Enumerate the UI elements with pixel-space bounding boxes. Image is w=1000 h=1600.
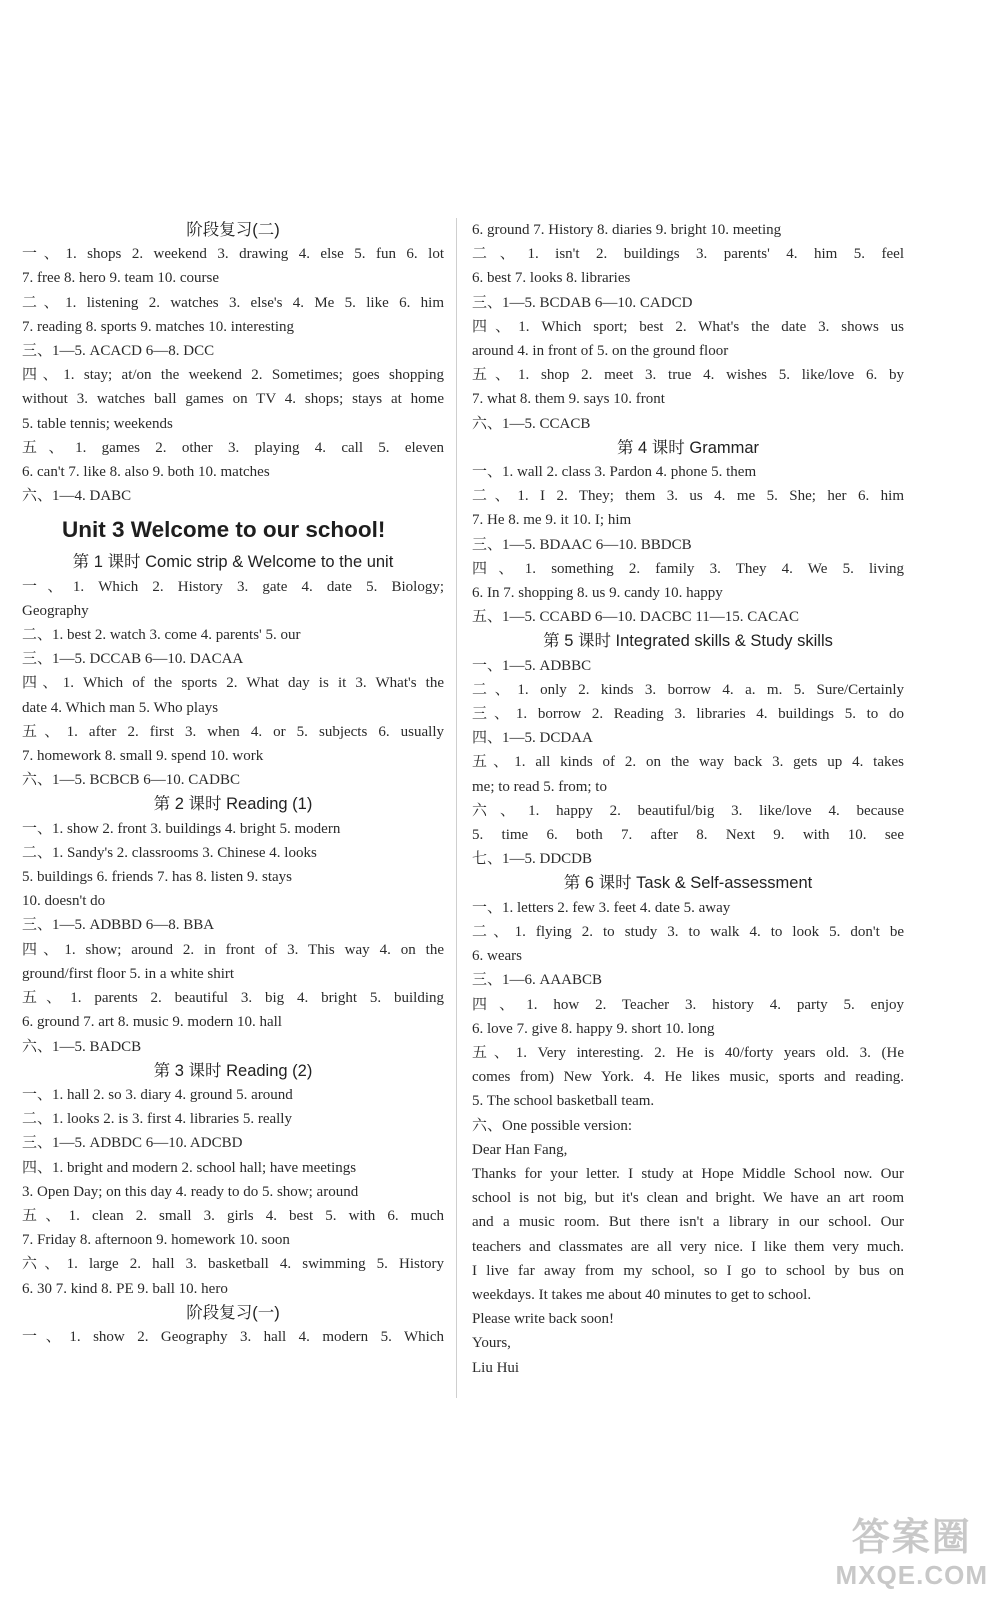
- answer-line: 二、1. only 2. kinds 3. borrow 4. a. m. 5. Sure/Certainly: [472, 681, 904, 698]
- answer-line: 7. Friday 8. afternoon 9. homework 10. soon: [22, 1232, 290, 1249]
- answer-line: 二、1. best 2. watch 3. come 4. parents' 5. our: [22, 627, 301, 644]
- answer-line: Liu Hui: [472, 1359, 520, 1376]
- section-heading: 第 3 课时 Reading (2): [153, 1061, 313, 1080]
- answer-line: 7. homework 8. small 9. spend 10. work: [22, 748, 264, 765]
- answer-line: 一、1. hall 2. so 3. diary 4. ground 5. around: [22, 1086, 293, 1103]
- section-heading: 第 5 课时 Integrated skills & Study skills: [543, 632, 833, 651]
- answer-line: school is not big, but it's clean and bright. We have an art room: [472, 1190, 904, 1207]
- answer-line: 三、1—5. BDAAC 6—10. BBDCB: [472, 536, 692, 553]
- answer-line: Thanks for your letter. I study at Hope Middle School now. Our: [472, 1165, 904, 1182]
- answer-line: 五、1—5. CCABD 6—10. DACBC 11—15. CACAC: [472, 609, 799, 626]
- answer-line: 三、1—6. AAABCB: [472, 972, 603, 989]
- answer-line: 5. table tennis; weekends: [22, 415, 173, 432]
- answer-line: 四、1. something 2. family 3. They 4. We 5. living: [472, 560, 904, 577]
- answer-line: ground/first floor 5. in a white shirt: [22, 965, 235, 982]
- answer-line: 五、1. clean 2. small 3. girls 4. best 5. with 6. much: [22, 1207, 444, 1224]
- unit-title: Unit 3 Welcome to our school!: [62, 517, 386, 543]
- answer-line: Yours,: [472, 1335, 511, 1352]
- answer-line: 二、1. isn't 2. buildings 3. parents' 4. him 5. feel: [472, 246, 904, 263]
- answer-line: 5. time 6. both 7. after 8. Next 9. with 10. see: [472, 827, 904, 844]
- answer-line: teachers and classmates are all very nice. I like them very much.: [472, 1238, 904, 1255]
- watermark: [836, 1516, 988, 1590]
- answer-line: 7. reading 8. sports 9. matches 10. interesting: [22, 318, 295, 335]
- answer-line: 三、1—5. BCDAB 6—10. CADCD: [472, 294, 693, 311]
- right-answer-column: [472, 218, 904, 1380]
- answer-line: 六、1—5. CCACB: [472, 415, 591, 432]
- answer-line: 二、1. flying 2. to study 3. to walk 4. to look 5. don't be: [472, 923, 904, 940]
- answer-line: 6. love 7. give 8. happy 9. short 10. long: [472, 1020, 715, 1037]
- answer-line: 三、1—5. DCCAB 6—10. DACAA: [22, 651, 244, 668]
- answer-line: 6. ground 7. art 8. music 9. modern 10. hall: [22, 1014, 282, 1031]
- answer-line: 五、1. all kinds of 2. on the way back 3. gets up 4. takes: [472, 754, 904, 771]
- answer-line: 六、1—5. BADCB: [22, 1038, 142, 1055]
- section-heading: 第 1 课时 Comic strip & Welcome to the unit: [72, 553, 394, 572]
- answer-line: 6. wears: [472, 948, 522, 965]
- answer-line: 一、1. shops 2. weekend 3. drawing 4. else 5. fun 6. lot: [22, 246, 444, 263]
- answer-line: 四、1. Which of the sports 2. What day is it 3. What's the: [22, 675, 444, 692]
- answer-line: 6. 30 7. kind 8. PE 9. ball 10. hero: [22, 1280, 228, 1297]
- answer-line: 五、1. Very interesting. 2. He is 40/forty years old. 3. (He: [472, 1044, 904, 1061]
- section-heading: 阶段复习(二): [186, 221, 280, 239]
- answer-line: 四、1. Which sport; best 2. What's the date 3. shows us: [472, 318, 904, 335]
- answer-line: 六、1—4. DABC: [22, 488, 132, 505]
- answer-line: 二、1. I 2. They; them 3. us 4. me 5. She; her 6. him: [472, 488, 904, 505]
- answer-line: 六、One possible version:: [472, 1117, 632, 1134]
- answer-line: 二、1. listening 2. watches 3. else's 4. Me 5. like 6. him: [22, 294, 444, 311]
- answer-line: 七、1—5. DDCDB: [472, 851, 593, 868]
- answer-line: 四、1. how 2. Teacher 3. history 4. party 5. enjoy: [472, 996, 904, 1013]
- answer-line: 四、1. bright and modern 2. school hall; have meetings: [22, 1159, 357, 1176]
- answer-line: 3. Open Day; on this day 4. ready to do 5. show; around: [22, 1183, 359, 1200]
- answer-line: Please write back soon!: [472, 1311, 615, 1328]
- answer-line: 6. In 7. shopping 8. us 9. candy 10. happy: [472, 585, 723, 602]
- answer-line: 六、1—5. BCBCB 6—10. CADBC: [22, 772, 240, 789]
- answer-line: 四、1. show; around 2. in front of 3. This way 4. on the: [22, 941, 444, 958]
- answer-line: 10. doesn't do: [22, 893, 106, 910]
- answer-line: 一、1—5. ADBBC: [472, 657, 592, 674]
- answer-line: without 3. watches ball games on TV 4. shops; stays at home: [22, 391, 444, 408]
- answer-line: 六、1. large 2. hall 3. basketball 4. swimming 5. History: [22, 1256, 444, 1273]
- answer-line: 三、1—5. ADBBD 6—8. BBA: [22, 917, 215, 934]
- section-heading: 阶段复习(一): [186, 1303, 280, 1322]
- answer-line: 二、1. looks 2. is 3. first 4. libraries 5. really: [22, 1111, 292, 1128]
- answer-line: date 4. Which man 5. Who plays: [22, 699, 219, 716]
- answer-line: and a music room. But there isn't a library in our school. Our: [472, 1214, 904, 1231]
- watermark-url: MXQE.COM: [835, 1560, 988, 1590]
- answer-line: 四、1—5. DCDAA: [472, 730, 593, 747]
- answer-line: I live far away from my school, so I go to school by bus on: [472, 1262, 904, 1279]
- answer-line: 6. best 7. looks 8. libraries: [472, 270, 631, 287]
- answer-line: 一、1. show 2. Geography 3. hall 4. modern 5. Which: [22, 1328, 444, 1345]
- answer-line: around 4. in front of 5. on the ground floor: [472, 343, 729, 360]
- answer-line: me; to read 5. from; to: [472, 778, 607, 795]
- answer-line: Geography: [22, 602, 89, 619]
- answer-line: 6. ground 7. History 8. diaries 9. bright 10. meeting: [472, 222, 782, 238]
- answer-line: 5. The school basketball team.: [472, 1093, 655, 1110]
- answer-line: 7. He 8. me 9. it 10. I; him: [472, 512, 632, 529]
- answer-line: 五、1. games 2. other 3. playing 4. call 5. eleven: [22, 439, 444, 456]
- answer-line: 五、1. after 2. first 3. when 4. or 5. subjects 6. usually: [22, 723, 444, 740]
- answer-line: 一、1. Which 2. History 3. gate 4. date 5. Biology;: [22, 578, 444, 595]
- answer-line: 五、1. parents 2. beautiful 3. big 4. bright 5. building: [22, 990, 444, 1007]
- left-answer-column: [22, 218, 444, 1349]
- answer-line: 三、1—5. ACACD 6—8. DCC: [22, 343, 215, 360]
- answer-line: 一、1. show 2. front 3. buildings 4. bright 5. modern: [22, 820, 341, 837]
- column-divider: [456, 218, 457, 1398]
- answer-line: 四、1. stay; at/on the weekend 2. Sometimes; goes shopping: [22, 367, 444, 384]
- watermark-logo: 答案圈: [851, 1517, 972, 1559]
- answer-line: comes from) New York. 4. He likes music, sports and reading.: [472, 1069, 904, 1086]
- answer-line: 六、1. happy 2. beautiful/big 3. like/love 4. because: [472, 802, 904, 819]
- answer-line: 一、1. wall 2. class 3. Pardon 4. phone 5. them: [472, 464, 757, 481]
- answer-line: 5. buildings 6. friends 7. has 8. listen 9. stays: [22, 869, 292, 886]
- answer-line: 三、1. borrow 2. Reading 3. libraries 4. buildings 5. to do: [472, 706, 904, 723]
- answer-line: 三、1—5. ADBDC 6—10. ADCBD: [22, 1135, 243, 1152]
- answer-line: 一、1. letters 2. few 3. feet 4. date 5. away: [472, 899, 731, 916]
- section-heading: 第 4 课时 Grammar: [616, 438, 760, 457]
- answer-line: weekdays. It takes me about 40 minutes to get to school.: [472, 1286, 812, 1303]
- answer-line: 二、1. Sandy's 2. classrooms 3. Chinese 4. looks: [22, 844, 317, 861]
- section-heading: 第 6 课时 Task & Self-assessment: [563, 874, 813, 893]
- section-heading: 第 2 课时 Reading (1): [153, 795, 313, 814]
- answer-line: 7. free 8. hero 9. team 10. course: [22, 270, 220, 287]
- answer-line: 6. can't 7. like 8. also 9. both 10. matches: [22, 464, 270, 481]
- answer-line: 五、1. shop 2. meet 3. true 4. wishes 5. like/love 6. by: [472, 367, 904, 384]
- answer-line: Dear Han Fang,: [472, 1141, 568, 1158]
- answer-line: 7. what 8. them 9. says 10. front: [472, 391, 665, 408]
